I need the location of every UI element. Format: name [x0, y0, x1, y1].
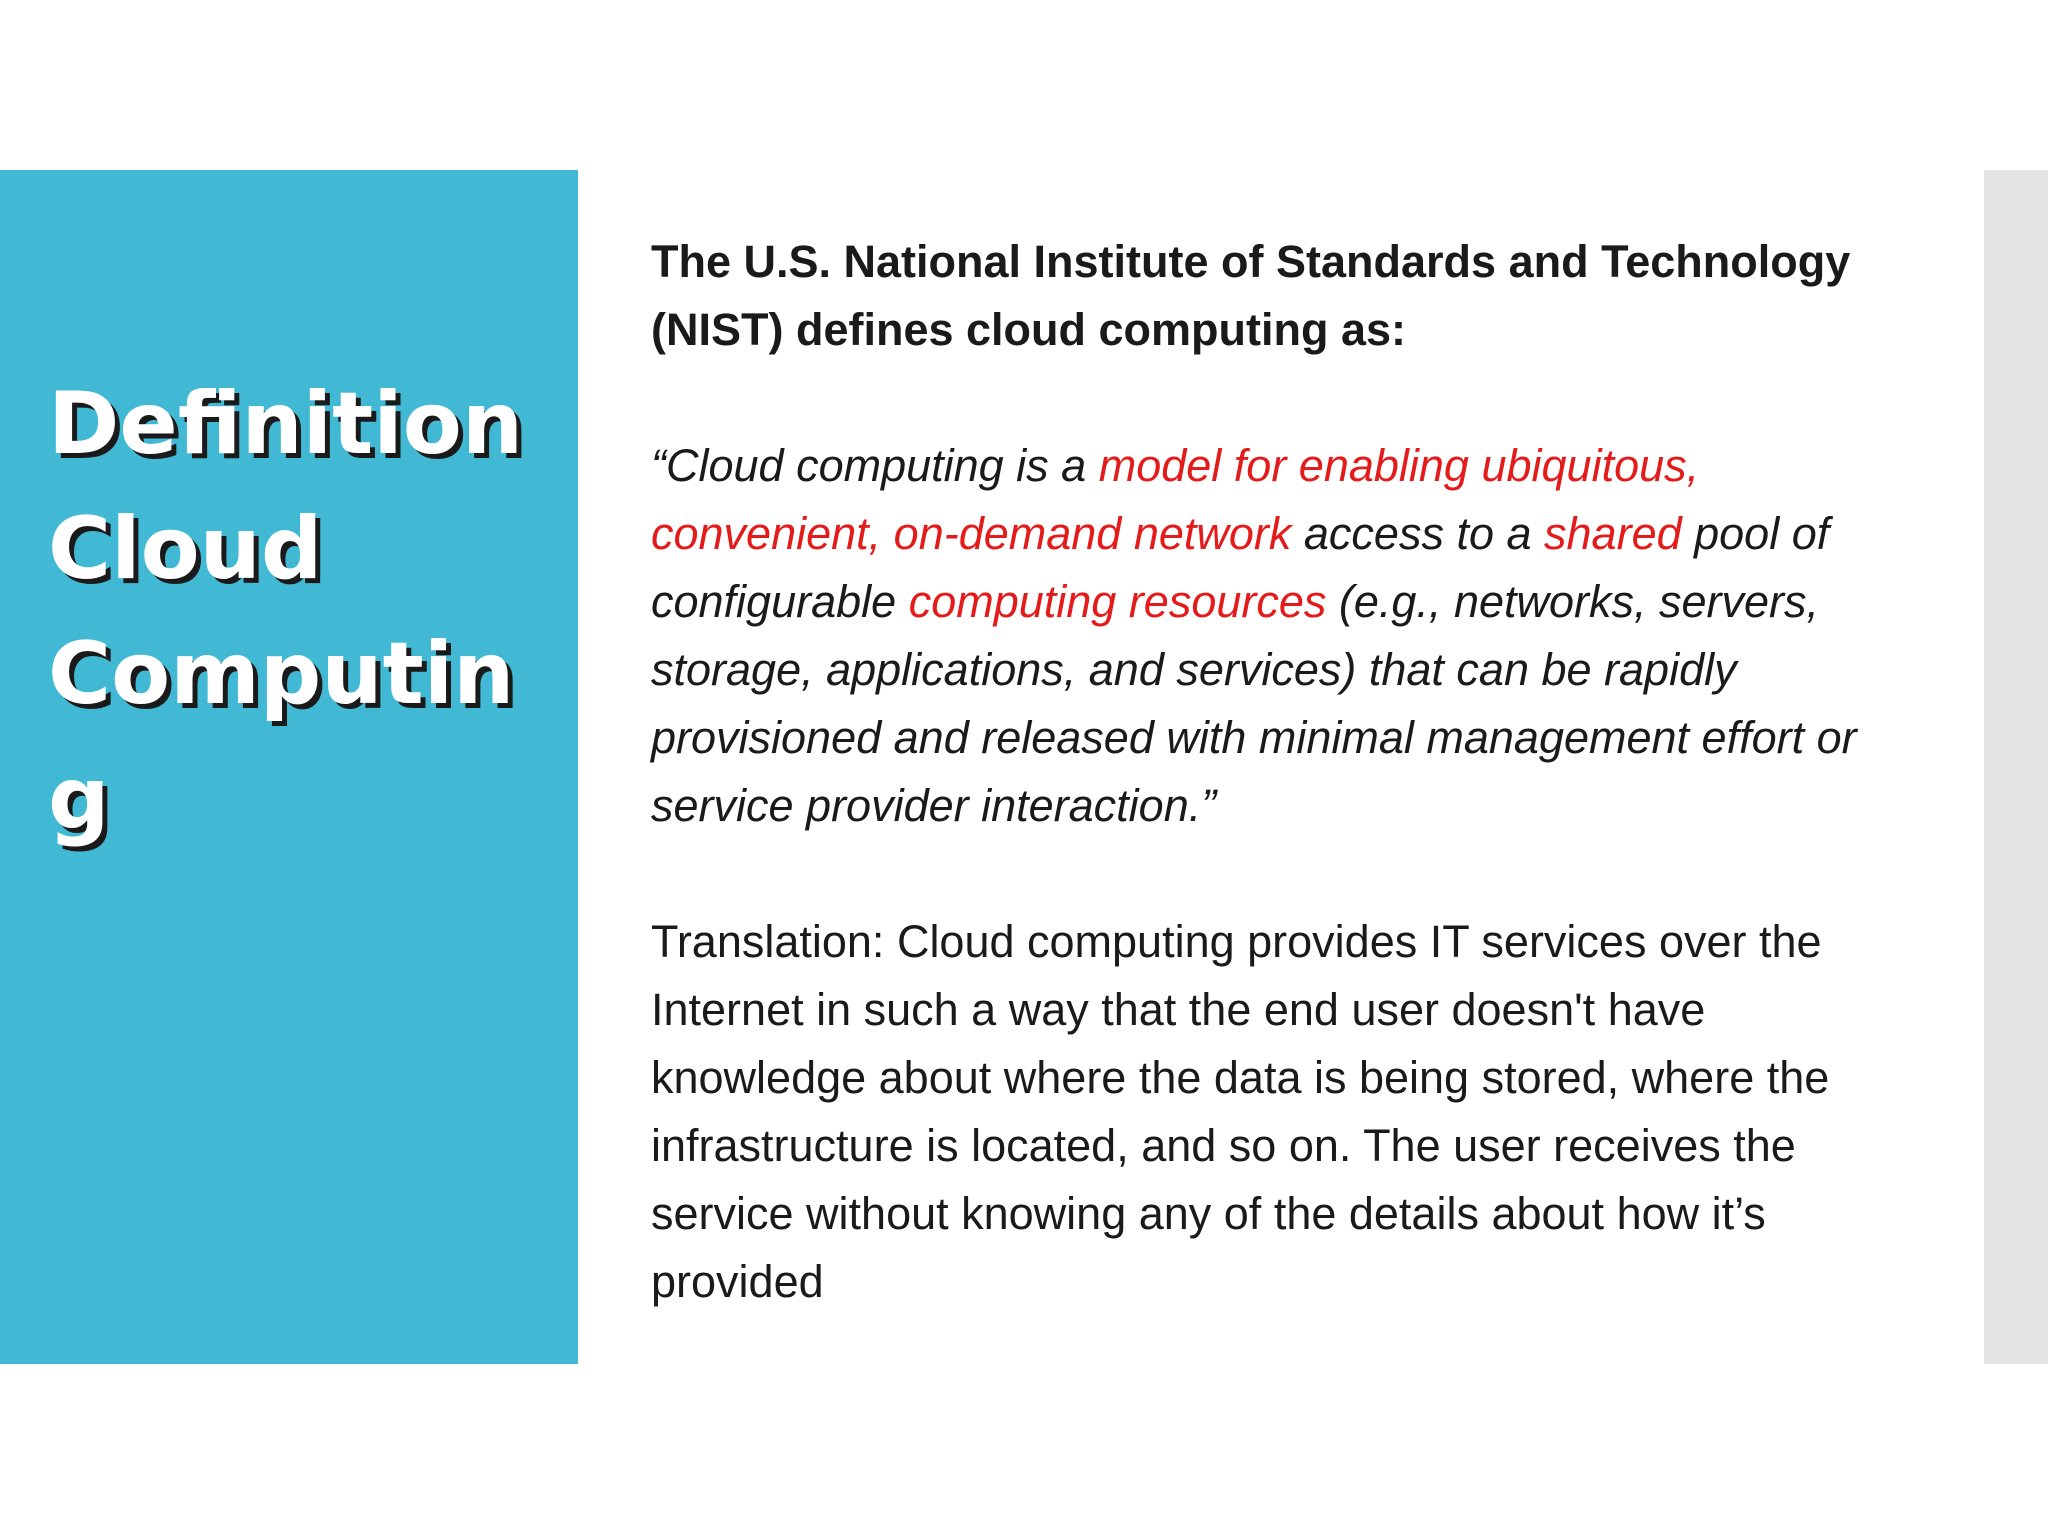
slide-content [651, 228, 1931, 1316]
quote-highlight-2: shared [1544, 508, 1682, 559]
title-line-4: g [48, 749, 110, 849]
quote-part-2: access to a [1291, 508, 1545, 559]
title-line-2: Cloud [48, 499, 323, 599]
title-line-3: Computin [48, 624, 515, 724]
slide-title [48, 362, 578, 862]
quote-part-4: (e.g., networks, servers, storage, applications, and services) that can be rapidly provisioned and released with minimal management effort or service provider interaction.” [651, 576, 1857, 831]
nist-definition-quote [651, 432, 1931, 840]
title-line-1: Definition [48, 374, 524, 474]
right-side-strip [1984, 170, 2048, 1364]
quote-highlight-3: computing resources [908, 576, 1327, 627]
nist-intro: The U.S. National Institute of Standards and Technology (NIST) defines cloud computing as: [651, 236, 1851, 355]
translation-paragraph: Translation: Cloud computing provides IT services over the Internet in such a way that the end user doesn't have knowledge about where the data is being stored, where the infrastructure is located, and so on. The user receives the service without knowing any of the details about how it’s provided [651, 916, 1830, 1307]
quote-part-3: pool of configurable [651, 508, 1830, 627]
quote-highlight-1: model for enabling ubiquitous, convenient, on-demand network [651, 440, 1700, 559]
quote-part-1: “Cloud computing is a [651, 440, 1099, 491]
